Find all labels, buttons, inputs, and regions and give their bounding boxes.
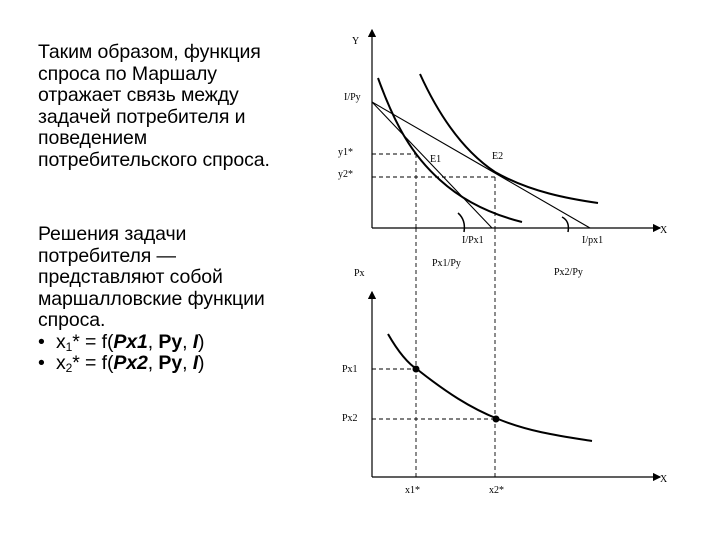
formula-close: ) [198, 330, 205, 353]
text-line: представляют собой [38, 266, 223, 288]
slope1-pointer [458, 213, 464, 232]
text-line: спроса. [38, 309, 106, 331]
text-line: потребителя — [38, 244, 176, 267]
formula-close: ) [198, 352, 205, 374]
px1-label: Px1 [342, 364, 358, 375]
bullet-icon: • [38, 330, 45, 353]
formula-py: Py [158, 352, 183, 374]
demand-point-1 [413, 366, 420, 373]
formula-var: x [56, 330, 66, 353]
x1-star-label: x1* [405, 485, 420, 496]
income-over-py-label: I/Py [344, 92, 361, 103]
formula-text: * = f( [72, 352, 114, 374]
text-line: потребительского спроса. [38, 148, 270, 171]
indifference-curve-2 [420, 74, 598, 203]
formula-px1: Px1 [113, 330, 148, 353]
x-intercept-2-label: I/px1 [582, 235, 604, 246]
bullet-icon: • [38, 352, 45, 374]
y-axis-label: Y [352, 36, 360, 47]
formula-income: I [192, 352, 199, 374]
formula-sub: 2 [65, 361, 73, 375]
slope-px1-py-label: Px1/Py [432, 258, 461, 269]
x2-star-label: x2* [489, 485, 504, 496]
text-line: Таким образом, функция [38, 41, 261, 63]
demand-curve [388, 334, 592, 441]
demand-point-2 [493, 416, 500, 423]
equilibrium-e1-label: E1 [430, 154, 442, 165]
text-line: маршалловские функции [38, 287, 265, 310]
x-intercept-1-label: I/Px1 [462, 235, 484, 246]
formula-sep: , [147, 330, 159, 353]
slope2-pointer [562, 217, 568, 232]
formula-px2: Px2 [113, 352, 148, 374]
price-axis-label: Px [354, 268, 365, 279]
x-axis-label: X [660, 225, 668, 236]
indifference-curve-1 [378, 78, 522, 222]
equilibrium-e2-label: E2 [492, 151, 504, 162]
formula-sep: , [182, 352, 193, 374]
formula-sub: 1 [65, 339, 73, 354]
y2-star-label: y2* [338, 169, 353, 180]
formula-py: Py [158, 330, 183, 353]
y1-star-label: y1* [338, 147, 353, 158]
budget-indifference-graph [338, 30, 668, 278]
slope-px2-py-label: Px2/Py [554, 267, 583, 278]
formula-var: x [56, 352, 66, 374]
text-line: отражает связь между [38, 84, 239, 106]
budget-line-1 [372, 102, 492, 228]
text-line: поведением [38, 127, 148, 149]
px2-label: Px2 [342, 413, 358, 424]
demand-curve-graph [342, 228, 668, 496]
formula-sep: , [182, 330, 193, 353]
formula-text: * = f( [72, 330, 114, 353]
formula-income: I [192, 330, 199, 353]
quantity-axis-label: X [660, 474, 668, 485]
text-line: спроса по Маршалу [38, 62, 217, 85]
budget-line-2 [372, 102, 590, 228]
text-line: задачей потребителя и [38, 105, 246, 128]
text-line: Решения задачи [38, 223, 187, 245]
formula-sep: , [147, 352, 159, 374]
